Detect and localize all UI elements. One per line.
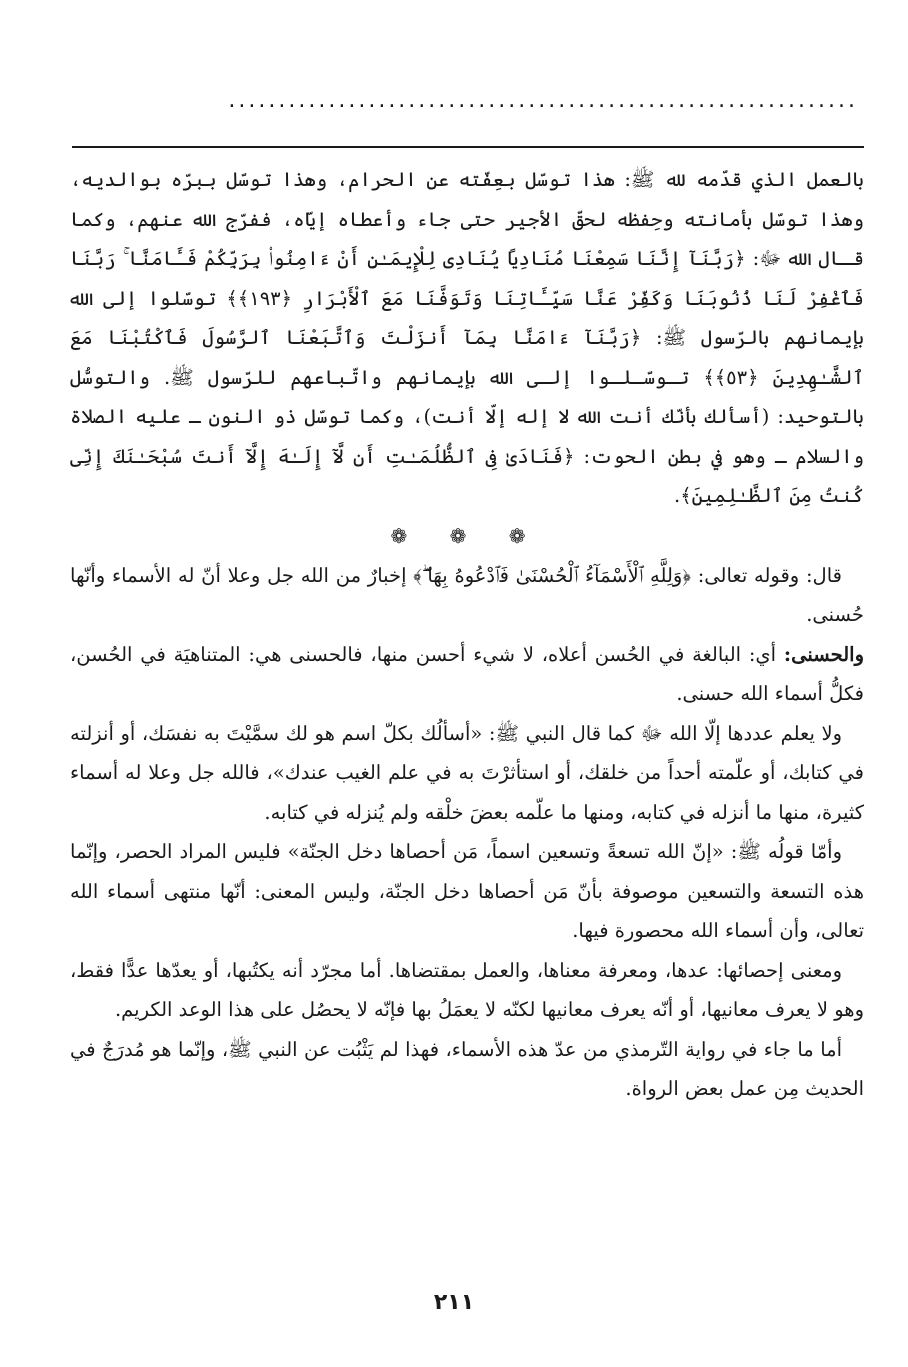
page-body — [70, 160, 864, 1109]
paragraph-3 — [70, 635, 864, 714]
paragraph-2: قال: وقوله تعالى: ﴿وَلِلَّهِ ٱلْأَسْمَآءُ ٱلْحُسْنَىٰ فَٱدْعُوهُ بِهَا ۖ﴾ إخبارٌ من الله جل وعلا أنّ له الأسماء وأنّها حُسنى. — [70, 563, 864, 626]
paragraph-3-text: أي: البالغة في الحُسن أعلاه، لا شيء أحسن منها، فالحسنى هي: المتناهيَة في الحُسن، فكلُّ أسماء الله حسنى. — [70, 642, 864, 705]
paragraph-1: بالعمل الذي قدّمه لله ﷺ: هذا توسّل بعِفّته عن الحرام، وهذا توسّل ببرّه بوالديه، وهذا توسّل بأمانته وحِفظه لحقّ الأجير حتى جاء وأعطاه إيّاه، ففرّج الله عنهم، وكما قـال الله ﷻ: ﴿رَبَّنَآ إِنَّنَا سَمِعْنَا مُنَادِيًا يُنَادِى لِلْإِيمَـٰنِ أَنْ ءَامِنُوا۟ بِرَبِّكُمْ فَـَٔامَنَّا ۚ رَبَّنَا فَٱغْفِرْ لَنَا ذُنُوبَنَا وَكَفِّرْ عَنَّا سَيِّـَٔاتِنَا وَتَوَفَّنَا مَعَ ٱلْأَبْرَارِ ﴿١٩٣﴾﴾ توسّلوا إلى الله بإيمانهم بالرّسول ﷺ: ﴿رَبَّنَآ ءَامَنَّا بِمَآ أَنزَلْتَ وَٱتَّبَعْنَا ٱلرَّسُولَ فَٱكْتُبْنَا مَعَ ٱلشَّـٰهِدِينَ ﴿٥٣﴾﴾ تـوسّـلـوا إلـى الله بإيمانهم واتّباعهم للرّسول ﷺ. والتوسُّل بالتوحيد: (أسألك بأنّك أنت الله لا إله إلّا أنت)، وكما توسّل ذو النون ـ عليه الصلاة والسلام ـ وهو في بطن الحوت: ﴿فَنَادَىٰ فِى ٱلظُّلُمَـٰتِ أَن لَّآ إِلَـٰهَ إِلَّآ أَنتَ سُبْحَـٰنَكَ إِنِّى كُنتُ مِنَ ٱلظَّـٰلِمِينَ﴾. — [70, 168, 864, 507]
paragraph-4: ولا يعلم عددها إلّا الله ﷻ كما قال النبي ﷺ: «أسألُك بكلّ اسم هو لك سمَّيْتَ به نفسَك، أو أنزلته في كتابك، أو علّمته أحداً من خلقك، أو استأثرْتَ به في علم الغيب عندك»، فالله جل وعلا له أسماء كثيرة، منها ما أنزله في كتابه، ومنها ما علّمه بعضَ خلْقه ولم يُنزله في كتابه. — [70, 721, 864, 824]
paragraph-6: ومعنى إحصائها: عدها، ومعرفة معناها، والعمل بمقتضاها. أما مجرّد أنه يكتُبها، أو يعدّها عدًّا فقط، وهو لا يعرف معانيها، أو أنّه يعرف معانيها لكنّه لا يعمَلُ بها فإنّه لا يحصُل على هذا الوعد الكريم. — [70, 958, 864, 1021]
paragraph-7: أما ما جاء في رواية التّرمذي من عدّ هذه الأسماء، فهذا لم يَثْبُت عن النبي ﷺ، وإنّما هو مُدرَجٌ في الحديث مِن عمل بعض الرواة. — [70, 1037, 864, 1100]
header-dots: ............................................................... — [228, 88, 858, 113]
section-separator: ❁ ❁ ❁ — [390, 523, 544, 548]
paragraph-5: وأمّا قولُه ﷺ: «إنّ الله تسعةً وتسعين اسماً، مَن أحصاها دخل الجنّة» فليس المراد الحصر، وإنّما هذه التسعة والتسعين موصوفة بأنّ مَن أحصاها دخل الجنّة، وليس المعنى: أنّها منتهى أسماء الله تعالى، وأن أسماء الله محصورة فيها. — [70, 840, 864, 942]
header-rule — [72, 146, 864, 148]
term-husna: والحسنى: — [783, 642, 864, 666]
page-number: ٢١١ — [433, 1290, 475, 1315]
